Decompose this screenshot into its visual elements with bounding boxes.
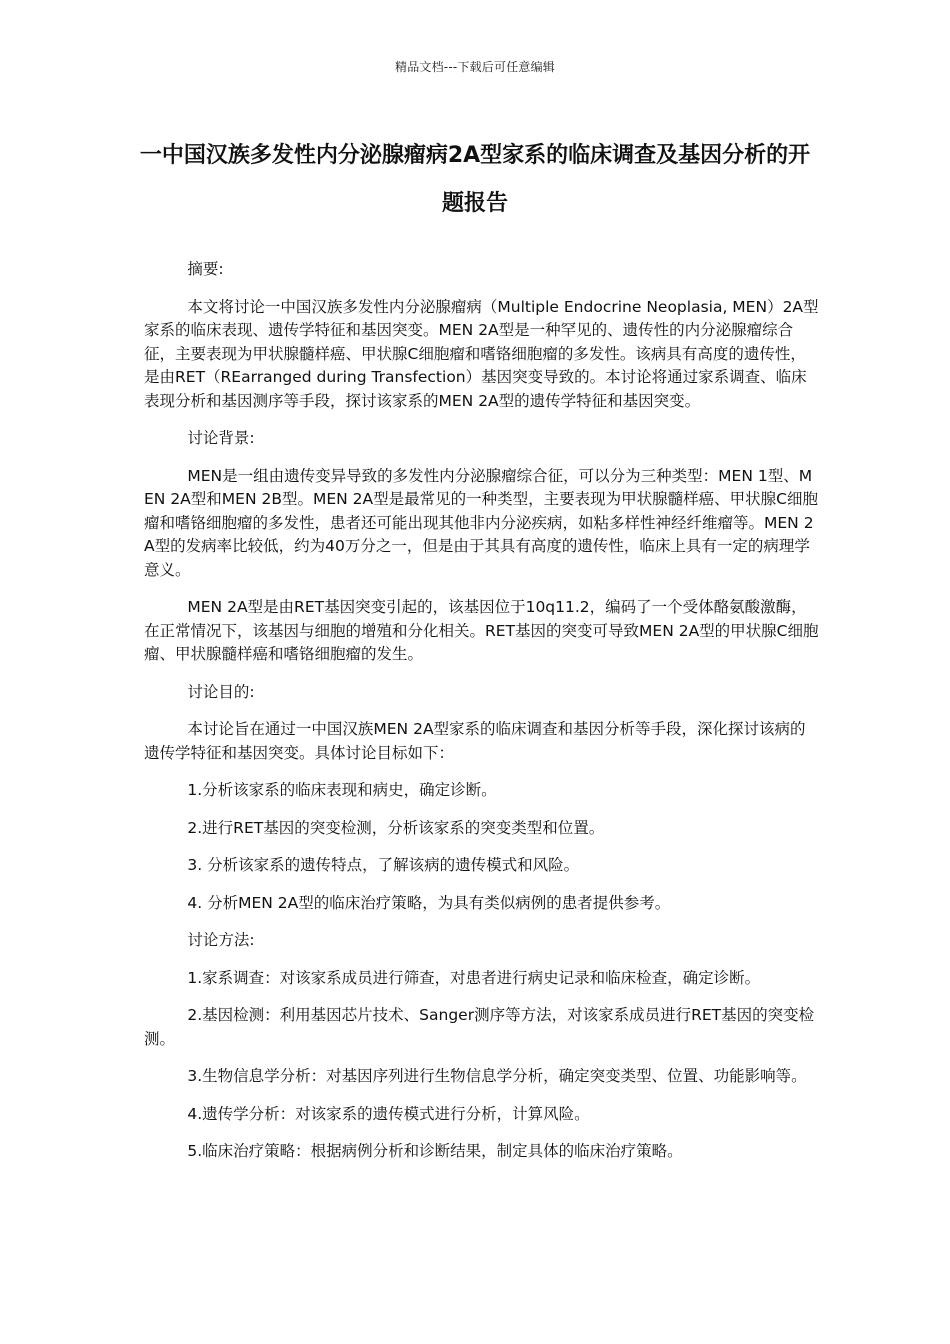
list-item-method-4: 4.遗传学分析：对该家系的遗传模式进行分析，计算风险。 xyxy=(187,1104,590,1123)
section-heading-abstract: 摘要: xyxy=(187,260,224,278)
list-item-goal-2: 2.进行RET基因的突变检测，分析该家系的突变类型和位置。 xyxy=(187,818,605,837)
list-item-method-1: 1.家系调查：对该家系成员进行筛查，对患者进行病史记录和临床检查，确定诊断。 xyxy=(187,968,761,987)
section-heading-methods: 讨论方法: xyxy=(187,931,255,949)
section-heading-background: 讨论背景: xyxy=(187,429,255,447)
list-item-method-5: 5.临床治疗策略：根据病例分析和诊断结果，制定具体的临床治疗策略。 xyxy=(187,1142,683,1160)
list-item-method-2: 2.基因检测：利用基因芯片技术、Sanger测序等方法，对该家系成员进行RET基因的突变检测。 xyxy=(144,1006,815,1048)
page-header-note: 精品文档---下载后可任意编辑 xyxy=(395,60,555,74)
paragraph-background-1: MEN是一组由遗传变异导致的多发性内分泌腺瘤综合征，可以分为三种类型：MEN 1型、MEN 2A型和MEN 2B型。MEN 2A型是最常见的一种类型，主要表现为甲状腺髓样癌、甲状腺C细胞瘤和嗜铬细胞瘤的多发性，患者还可能出现其他非内分泌疾病，如粘多样性神经纤维瘤等。MEN 2A型的发病率比较低，约为40万分之一，但是由于其具有高度的遗传性，临床上具有一定的病理学意义。 xyxy=(144,466,818,579)
paragraph-background-2: MEN 2A型是由RET基因突变引起的，该基因位于10q11.2，编码了一个受体酪氨酸激酶，在正常情况下，该基因与细胞的增殖和分化相关。RET基因的突变可导致MEN 2A型的甲状腺C细胞瘤、甲状腺髓样癌和嗜铬细胞瘤的发生。 xyxy=(144,598,819,663)
document-title: 一中国汉族多发性内分泌腺瘤病2A型家系的临床调查及基因分析的开题报告 xyxy=(139,143,811,216)
section-heading-purpose: 讨论目的: xyxy=(187,682,255,701)
paragraph-abstract: 本文将讨论一中国汉族多发性内分泌腺瘤病（Multiple Endocrine Neoplasia, MEN）2A型家系的临床表现、遗传学特征和基因突变。MEN 2A型是一种罕见的、遗传性的内分泌腺瘤综合征，主要表现为甲状腺髓样癌、甲状腺C细胞瘤和嗜铬细胞瘤的多发性。该病具有高度的遗传性，是由RET（REarranged during Transfection）基因突变导致的。本讨论将通过家系调查、临床表现分析和基因测序等手段，探讨该家系的MEN 2A型的遗传学特征和基因突变。 xyxy=(144,297,819,410)
list-item-goal-1: 1.分析该家系的临床表现和病史，确定诊断。 xyxy=(187,781,497,799)
paragraph-purpose: 本讨论旨在通过一中国汉族MEN 2A型家系的临床调查和基因分析等手段，深化探讨该病的遗传学特征和基因突变。具体讨论目标如下： xyxy=(144,720,806,762)
list-item-method-3: 3.生物信息学分析：对基因序列进行生物信息学分析，确定突变类型、位置、功能影响等。 xyxy=(187,1067,807,1085)
list-item-goal-3: 3. 分析该家系的遗传特点，了解该病的遗传模式和风险。 xyxy=(187,856,580,874)
list-item-goal-4: 4. 分析MEN 2A型的临床治疗策略，为具有类似病例的患者提供参考。 xyxy=(187,893,671,912)
document-body xyxy=(144,258,820,1178)
